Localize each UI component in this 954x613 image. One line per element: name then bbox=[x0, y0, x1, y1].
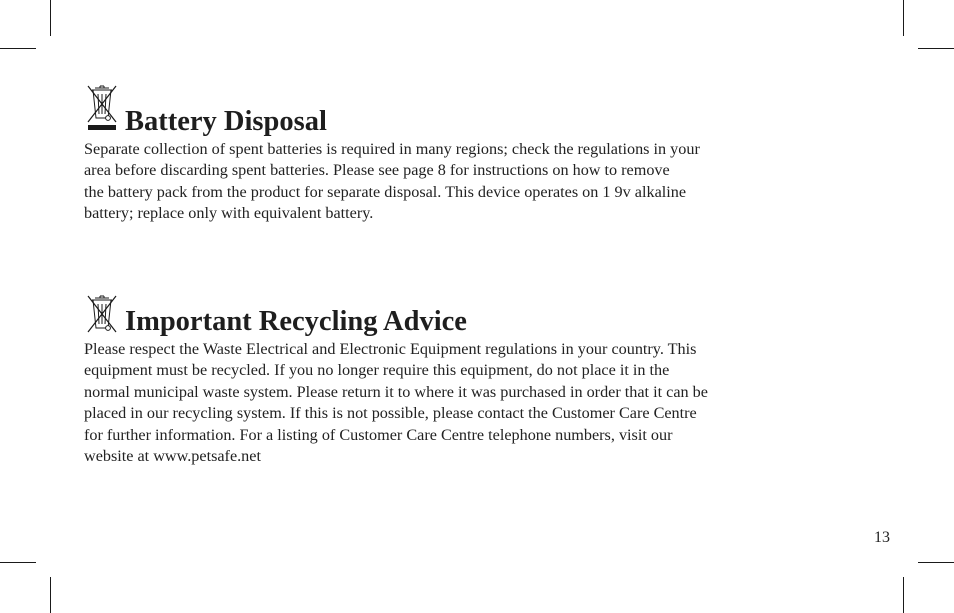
body-line: normal municipal waste system. Please return it to where it was purchased in order that it can be bbox=[84, 382, 708, 401]
battery-disposal-title: Battery Disposal bbox=[125, 106, 327, 137]
body-line: Separate collection of spent batteries is required in many regions; check the regulations in your bbox=[84, 140, 700, 158]
body-line: equipment must be recycled. If you no longer require this equipment, do not place it in the bbox=[84, 361, 670, 380]
crop-mark-bottom-left-horizontal bbox=[0, 562, 36, 563]
crossed-out-wheelie-bin-icon bbox=[84, 284, 120, 338]
battery-disposal-section bbox=[84, 84, 874, 225]
body-line: Please respect the Waste Electrical and Electronic Equipment regulations in your country. This bbox=[84, 340, 697, 358]
body-line: the battery pack from the product for separate disposal. This device operates on 1 9v alkaline bbox=[84, 182, 687, 201]
page-number: 13 bbox=[874, 529, 890, 546]
recycling-advice-heading-row bbox=[84, 284, 874, 338]
crossed-out-wheelie-bin-icon bbox=[84, 84, 120, 138]
crop-mark-bottom-left-vertical bbox=[50, 577, 51, 613]
crop-mark-top-right-horizontal bbox=[918, 48, 954, 49]
body-line: placed in our recycling system. If this is not possible, please contact the Customer Care Centre bbox=[84, 404, 697, 423]
battery-disposal-body bbox=[84, 139, 874, 225]
recycling-advice-body bbox=[84, 339, 874, 467]
body-line: area before discarding spent batteries. Please see page 8 for instructions on how to remove bbox=[84, 161, 670, 180]
body-line: website at www.petsafe.net bbox=[84, 447, 261, 466]
recycling-advice-section bbox=[84, 284, 874, 467]
crop-mark-top-left-horizontal bbox=[0, 48, 36, 49]
battery-disposal-heading-row bbox=[84, 84, 874, 138]
crop-mark-bottom-right-vertical bbox=[903, 577, 904, 613]
crop-mark-top-left-vertical bbox=[50, 0, 51, 36]
body-line: for further information. For a listing of Customer Care Centre telephone numbers, visit our bbox=[84, 425, 673, 444]
crop-mark-bottom-right-horizontal bbox=[918, 562, 954, 563]
recycling-advice-title: Important Recycling Advice bbox=[125, 306, 467, 337]
body-line: battery; replace only with equivalent battery. bbox=[84, 204, 374, 223]
crop-mark-top-right-vertical bbox=[903, 0, 904, 36]
